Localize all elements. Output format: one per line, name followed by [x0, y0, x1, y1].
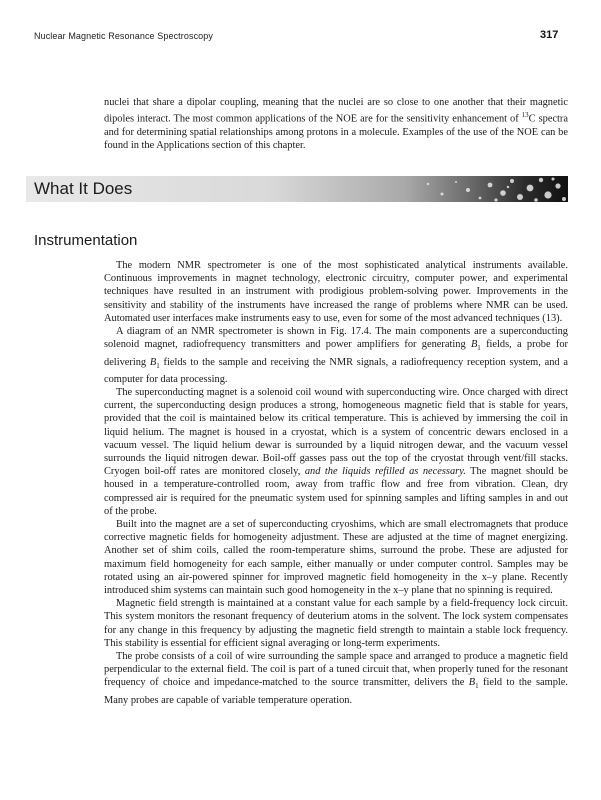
paragraph-3-text-a: The superconducting magnet is a solenoid coil wound with superconducting wire. Once charged with direct current, the superconducting design produces a strong, homogeneous magnetic field that is stable for years, provided that the coil is maintained below its critical temperature. This is achieved by immersing the coil in liquid helium. The magnet is housed in a cryostat, which is a system of concentric dewars enclosed in a vacuum vessel. The liquid helium dewar is surrounded by a liquid nitrogen dewar, and the vacuum vessel surrounds the liquid nitrogen dewar. Boil-off gasses pass out the top of the cryostat through vent/fill stacks. Cryogen boil-off rates are monitored closely, — [104, 386, 568, 478]
section-heading: Instrumentation — [34, 232, 138, 249]
paragraph-5: Magnetic field strength is maintained at a constant value for each sample by a field-frequency lock circuit. This system monitors the resonant frequency of deuterium atoms in the solvent. The lock system compensates for any change in this frequency by adjusting the magnetic field strength to maintain a stable lock frequency. This stability is essential for efficient signal averaging or long-term experiments. — [104, 598, 568, 649]
paragraph-6 — [104, 650, 568, 707]
b1-symbol: B — [149, 356, 157, 368]
paragraph-2 — [104, 325, 568, 386]
b1-subscript: 1 — [475, 682, 479, 691]
paragraph-2-text-c: fields to the sample and receiving the NMR signals, a radiofrequency reception system, and a computer for data processing. — [104, 356, 568, 385]
intro-text-b: C spectra and for determining spatial relationships among protons in a molecule. Examples of the use of the NOE can be found in the Applications section of this chapter. — [104, 113, 569, 152]
paragraph-4: Built into the magnet are a set of superconducting cryoshims, which are small electromagnets that produce corrective magnetic fields for homogeneity adjustment. These are adjusted at the time of magnet energizing. Another set of shim coils, called the room-temperature shims, surround the probe. These are adjusted for maximum field homogeneity for each sample, either manually or under computer control. Samples may be rotated using an air-powered spinner for improved magnetic field homogeneity in the x–y plane. Recently introduced shim systems can maintain such good homogeneity in the x–y plane that no spinning is required. — [104, 519, 568, 597]
running-head: Nuclear Magnetic Resonance Spectroscopy — [34, 31, 213, 41]
paragraph-6-text-a: The probe consists of a coil of wire surrounding the sample space and arranged to produce a magnetic field perpendicular to the external field. The coil is part of a tuned circuit that, when properly tuned for the resonant frequency of choice and impedance-matched to the source transmitter, delivers the — [104, 651, 568, 689]
b1-symbol: B — [470, 339, 478, 351]
paragraph-3-text-b: The magnet should be housed in a temperature-controlled room, away from traffic flow and free from vibration. Clean, dry compressed air is required for the pneumatic system used for spinning samples and lifting samples in and out of the probe. — [104, 466, 568, 517]
paragraph-3-italic: and the liquids refilled as necessary. — [304, 466, 466, 478]
page-number: 317 — [540, 29, 559, 41]
paragraph-3 — [104, 386, 568, 518]
intro-paragraph — [104, 96, 568, 152]
b1-subscript: 1 — [156, 361, 160, 370]
paragraph-1: The modern NMR spectrometer is one of the most sophisticated analytical instruments available. Continuous improvements in magnet technology, electronic circuitry, computer power, and experimental techniques have resulted in an instrument with prodigious problem-solving power. Improvements in the sensitivity and stability of the instruments have increased the range of problems where NMR can be used. Automated user interfaces make instruments easy to use, even for some of the most advanced techniques (13). — [104, 260, 568, 324]
paragraph-2-text-b: fields, a probe for delivering — [104, 339, 568, 368]
b1-symbol: B — [468, 677, 476, 689]
banner-title: What It Does — [34, 179, 133, 198]
isotope-superscript: 13 — [521, 111, 529, 120]
b1-subscript: 1 — [477, 344, 481, 353]
paragraph-2-text-a: A diagram of an NMR spectrometer is shown in Fig. 17.4. The main components are a superconducting solenoid magnet, radiofrequency transmitters and power amplifiers for generating — [104, 326, 568, 351]
section-banner — [26, 176, 568, 202]
main-body — [104, 259, 568, 707]
banner-texture — [408, 176, 568, 202]
paragraph-6-text-b: field to the sample. Many probes are capable of variable temperature operation. — [104, 677, 568, 706]
intro-text-a: nuclei that share a dipolar coupling, meaning that the nuclei are so close to one another that their magnetic dipoles interact. The most common applications of the NOE are for the sensitivity enhancement of — [104, 97, 568, 125]
